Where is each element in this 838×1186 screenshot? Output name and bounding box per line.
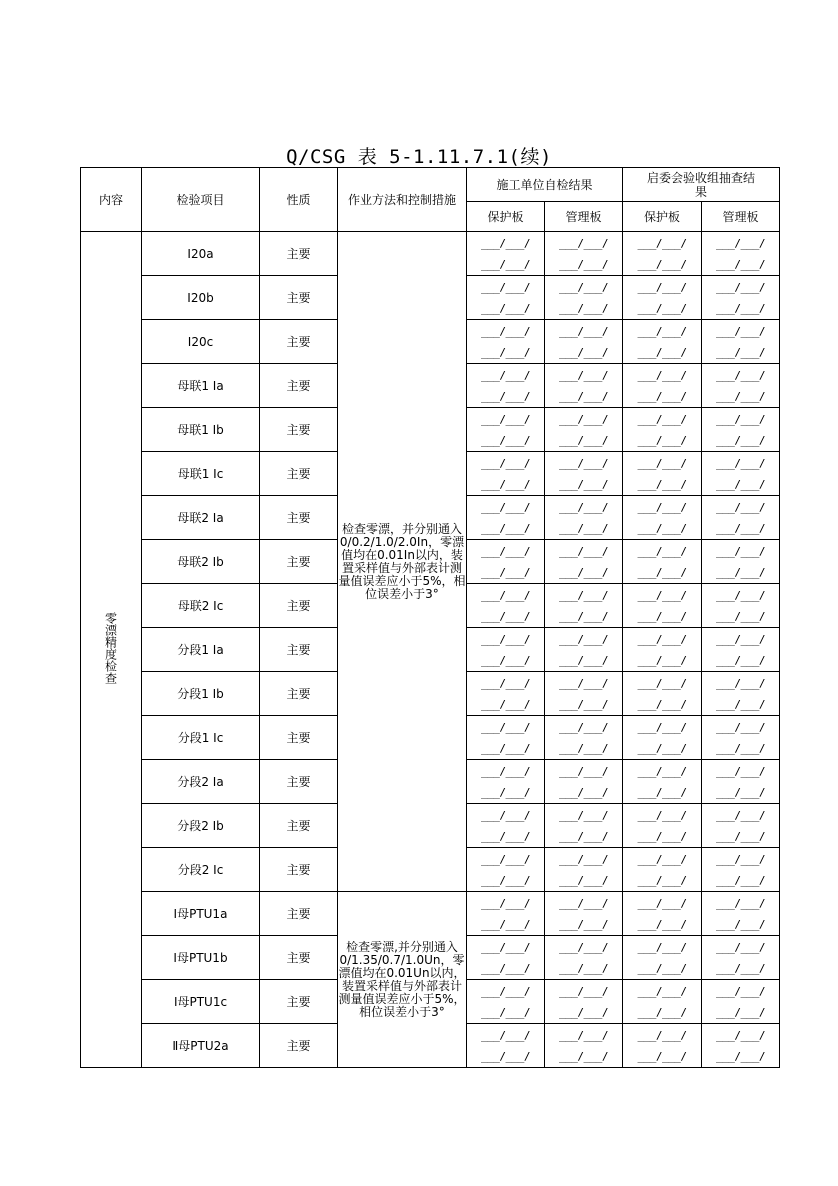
fill-blank: ___/___/ [716,764,766,778]
nature-cell: 主要 [260,276,338,320]
item-cell: 母联1 Ic [142,452,260,496]
fill-blank: ___/___/ [559,1028,608,1042]
fill-blank: ___/___/ [481,829,530,843]
result-self-management[interactable] [545,1024,623,1068]
fill-blank: ___/___/ [716,236,766,250]
nature-cell: 主要 [260,496,338,540]
result-spot-management[interactable] [702,804,780,848]
fill-blank: ___/___/ [716,896,766,910]
fill-blank: ___/___/ [716,368,766,382]
fill-blank: ___/___/ [481,544,530,558]
fill-blank: ___/___/ [559,653,608,667]
result-spot-protection[interactable] [623,408,702,452]
fill-blank: ___/___/ [637,961,687,975]
nature-cell: 主要 [260,892,338,936]
result-self-management[interactable] [545,408,623,452]
fill-blank: ___/___/ [716,741,766,755]
header-item: 检验项目 [142,168,260,232]
fill-blank: ___/___/ [637,917,687,931]
fill-blank: ___/___/ [716,697,766,711]
fill-blank: ___/___/ [481,389,530,403]
result-spot-management[interactable] [702,716,780,760]
fill-blank: ___/___/ [716,280,766,294]
item-cell: I20a [142,232,260,276]
document-title: Q/CSG 表 5-1.11.7.1(续) [286,146,552,168]
fill-blank: ___/___/ [559,412,608,426]
result-self-management[interactable] [545,936,623,980]
fill-blank: ___/___/ [481,456,530,470]
result-self-protection[interactable] [467,848,545,892]
fill-blank: ___/___/ [637,324,687,338]
fill-blank: ___/___/ [637,521,687,535]
fill-blank: ___/___/ [716,500,766,514]
result-self-protection[interactable] [467,804,545,848]
fill-blank: ___/___/ [481,565,530,579]
result-spot-management[interactable] [702,848,780,892]
nature-cell: 主要 [260,232,338,276]
fill-blank: ___/___/ [559,236,608,250]
fill-blank: ___/___/ [716,1049,766,1063]
fill-blank: ___/___/ [481,521,530,535]
fill-blank: ___/___/ [481,609,530,623]
fill-blank: ___/___/ [481,588,530,602]
fill-blank: ___/___/ [637,984,687,998]
table-row [81,892,780,936]
result-self-management[interactable] [545,980,623,1024]
result-spot-protection[interactable] [623,804,702,848]
result-spot-management[interactable] [702,364,780,408]
result-self-management[interactable] [545,540,623,584]
result-self-protection[interactable] [467,408,545,452]
header-spot-check: 启委会验收组抽查结果 [623,168,780,202]
result-spot-management[interactable] [702,408,780,452]
fill-blank: ___/___/ [637,301,687,315]
result-spot-protection[interactable] [623,584,702,628]
result-spot-protection[interactable] [623,936,702,980]
fill-blank: ___/___/ [559,609,608,623]
result-self-protection[interactable] [467,540,545,584]
fill-blank: ___/___/ [559,896,608,910]
fill-blank: ___/___/ [716,588,766,602]
fill-blank: ___/___/ [559,477,608,491]
nature-cell: 主要 [260,672,338,716]
fill-blank: ___/___/ [559,280,608,294]
item-cell: I20b [142,276,260,320]
fill-blank: ___/___/ [637,345,687,359]
fill-blank: ___/___/ [716,433,766,447]
nature-cell: 主要 [260,848,338,892]
result-self-protection[interactable] [467,364,545,408]
item-cell: Ⅰ母PTU1a [142,892,260,936]
fill-blank: ___/___/ [637,368,687,382]
result-spot-management[interactable] [702,760,780,804]
fill-blank: ___/___/ [481,345,530,359]
nature-cell: 主要 [260,320,338,364]
result-self-management[interactable] [545,760,623,804]
fill-blank: ___/___/ [637,433,687,447]
result-spot-protection[interactable] [623,760,702,804]
fill-blank: ___/___/ [637,741,687,755]
result-spot-management[interactable] [702,276,780,320]
fill-blank: ___/___/ [637,477,687,491]
fill-blank: ___/___/ [716,521,766,535]
result-spot-protection[interactable] [623,232,702,276]
fill-blank: ___/___/ [637,544,687,558]
fill-blank: ___/___/ [559,852,608,866]
fill-blank: ___/___/ [716,544,766,558]
item-cell: I20c [142,320,260,364]
method-cell: 检查零漂，并分别通入0/0.2/1.0/2.0In，零漂值均在0.01In以内，装置采样值与外部表计测量值误差应小于5%，相位误差小于3° [338,232,467,892]
fill-blank: ___/___/ [481,873,530,887]
fill-blank: ___/___/ [481,324,530,338]
result-spot-management[interactable] [702,540,780,584]
nature-cell: 主要 [260,936,338,980]
fill-blank: ___/___/ [716,345,766,359]
fill-blank: ___/___/ [481,1028,530,1042]
result-self-protection[interactable] [467,628,545,672]
result-self-protection[interactable] [467,716,545,760]
table-body [81,232,780,1068]
fill-blank: ___/___/ [559,697,608,711]
nature-cell: 主要 [260,716,338,760]
nature-cell: 主要 [260,760,338,804]
fill-blank: ___/___/ [637,1028,687,1042]
fill-blank: ___/___/ [716,984,766,998]
fill-blank: ___/___/ [481,764,530,778]
fill-blank: ___/___/ [637,389,687,403]
fill-blank: ___/___/ [481,697,530,711]
fill-blank: ___/___/ [559,676,608,690]
result-spot-management[interactable] [702,980,780,1024]
nature-cell: 主要 [260,408,338,452]
fill-blank: ___/___/ [637,609,687,623]
result-spot-management[interactable] [702,628,780,672]
fill-blank: ___/___/ [559,544,608,558]
fill-blank: ___/___/ [637,764,687,778]
item-cell: 分段1 Ia [142,628,260,672]
result-spot-management[interactable] [702,672,780,716]
fill-blank: ___/___/ [716,808,766,822]
fill-blank: ___/___/ [716,653,766,667]
item-cell: Ⅰ母PTU1c [142,980,260,1024]
fill-blank: ___/___/ [559,984,608,998]
fill-blank: ___/___/ [559,808,608,822]
fill-blank: ___/___/ [637,785,687,799]
fill-blank: ___/___/ [481,808,530,822]
fill-blank: ___/___/ [481,852,530,866]
result-spot-management[interactable] [702,936,780,980]
fill-blank: ___/___/ [716,1028,766,1042]
fill-blank: ___/___/ [559,389,608,403]
result-self-management[interactable] [545,628,623,672]
fill-blank: ___/___/ [637,720,687,734]
item-cell: 分段2 Ia [142,760,260,804]
fill-blank: ___/___/ [559,741,608,755]
fill-blank: ___/___/ [481,632,530,646]
fill-blank: ___/___/ [559,940,608,954]
item-cell: 母联2 Ib [142,540,260,584]
result-spot-management[interactable] [702,496,780,540]
result-self-protection[interactable] [467,496,545,540]
item-cell: Ⅱ母PTU2a [142,1024,260,1068]
result-self-management[interactable] [545,892,623,936]
fill-blank: ___/___/ [481,1005,530,1019]
fill-blank: ___/___/ [716,301,766,315]
fill-blank: ___/___/ [716,609,766,623]
fill-blank: ___/___/ [481,653,530,667]
fill-blank: ___/___/ [559,257,608,271]
result-self-protection[interactable] [467,452,545,496]
fill-blank: ___/___/ [637,896,687,910]
fill-blank: ___/___/ [481,236,530,250]
result-self-management[interactable] [545,232,623,276]
result-self-management[interactable] [545,320,623,364]
fill-blank: ___/___/ [559,632,608,646]
fill-blank: ___/___/ [637,1049,687,1063]
result-spot-protection[interactable] [623,364,702,408]
item-cell: 母联2 Ia [142,496,260,540]
fill-blank: ___/___/ [481,368,530,382]
result-self-management[interactable] [545,452,623,496]
result-spot-management[interactable] [702,452,780,496]
result-self-protection[interactable] [467,584,545,628]
fill-blank: ___/___/ [637,676,687,690]
fill-blank: ___/___/ [481,940,530,954]
fill-blank: ___/___/ [481,961,530,975]
fill-blank: ___/___/ [481,984,530,998]
header-spot-protection: 保护板 [623,202,702,232]
content-cell [81,232,142,1068]
nature-cell: 主要 [260,628,338,672]
result-self-management[interactable] [545,848,623,892]
fill-blank: ___/___/ [559,829,608,843]
fill-blank: ___/___/ [481,257,530,271]
fill-blank: ___/___/ [637,1005,687,1019]
result-self-protection[interactable] [467,672,545,716]
table-row [81,232,780,276]
fill-blank: ___/___/ [481,1049,530,1063]
fill-blank: ___/___/ [481,785,530,799]
fill-blank: ___/___/ [716,1005,766,1019]
fill-blank: ___/___/ [637,500,687,514]
nature-cell: 主要 [260,364,338,408]
fill-blank: ___/___/ [559,500,608,514]
nature-cell: 主要 [260,804,338,848]
fill-blank: ___/___/ [637,852,687,866]
result-spot-management[interactable] [702,320,780,364]
result-self-management[interactable] [545,496,623,540]
fill-blank: ___/___/ [559,324,608,338]
content-label: 零漂精度检查 [103,612,118,684]
fill-blank: ___/___/ [559,301,608,315]
fill-blank: ___/___/ [716,257,766,271]
nature-cell: 主要 [260,540,338,584]
fill-blank: ___/___/ [481,301,530,315]
fill-blank: ___/___/ [559,565,608,579]
method-cell: 检查零漂,并分别通入0/1.35/0.7/1.0Un，零漂值均在0.01Un以内，装置采样值与外部表计测量值误差应小于5%，相位误差小于3° [338,892,467,1068]
fill-blank: ___/___/ [637,632,687,646]
nature-cell: 主要 [260,1024,338,1068]
fill-blank: ___/___/ [637,565,687,579]
fill-blank: ___/___/ [716,632,766,646]
fill-blank: ___/___/ [559,521,608,535]
fill-blank: ___/___/ [637,456,687,470]
fill-blank: ___/___/ [637,873,687,887]
item-cell: 分段2 Ib [142,804,260,848]
fill-blank: ___/___/ [481,500,530,514]
fill-blank: ___/___/ [637,653,687,667]
fill-blank: ___/___/ [481,412,530,426]
result-self-protection[interactable] [467,320,545,364]
fill-blank: ___/___/ [716,720,766,734]
fill-blank: ___/___/ [716,456,766,470]
fill-blank: ___/___/ [559,433,608,447]
fill-blank: ___/___/ [481,676,530,690]
result-spot-management[interactable] [702,584,780,628]
item-cell: 母联1 Ia [142,364,260,408]
fill-blank: ___/___/ [481,280,530,294]
fill-blank: ___/___/ [481,433,530,447]
fill-blank: ___/___/ [716,873,766,887]
result-self-protection[interactable] [467,276,545,320]
fill-blank: ___/___/ [559,1049,608,1063]
fill-blank: ___/___/ [637,257,687,271]
fill-blank: ___/___/ [559,873,608,887]
fill-blank: ___/___/ [481,477,530,491]
nature-cell: 主要 [260,980,338,1024]
item-cell: 分段2 Ic [142,848,260,892]
result-self-management[interactable] [545,584,623,628]
result-spot-protection[interactable] [623,716,702,760]
result-spot-protection[interactable] [623,540,702,584]
result-spot-protection[interactable] [623,276,702,320]
item-cell: 分段1 Ib [142,672,260,716]
nature-cell: 主要 [260,452,338,496]
fill-blank: ___/___/ [559,785,608,799]
result-spot-protection[interactable] [623,892,702,936]
fill-blank: ___/___/ [716,940,766,954]
fill-blank: ___/___/ [481,917,530,931]
result-spot-protection[interactable] [623,496,702,540]
result-self-protection[interactable] [467,232,545,276]
header-spot-management: 管理板 [702,202,780,232]
fill-blank: ___/___/ [637,588,687,602]
result-spot-management[interactable] [702,232,780,276]
fill-blank: ___/___/ [716,324,766,338]
fill-blank: ___/___/ [637,829,687,843]
header-nature: 性质 [260,168,338,232]
item-cell: 母联1 Ib [142,408,260,452]
result-spot-protection[interactable] [623,628,702,672]
fill-blank: ___/___/ [716,852,766,866]
fill-blank: ___/___/ [481,720,530,734]
result-self-management[interactable] [545,716,623,760]
result-spot-protection[interactable] [623,848,702,892]
result-spot-protection[interactable] [623,1024,702,1068]
result-self-protection[interactable] [467,892,545,936]
result-spot-protection[interactable] [623,980,702,1024]
header-method: 作业方法和控制措施 [338,168,467,232]
fill-blank: ___/___/ [559,1005,608,1019]
fill-blank: ___/___/ [716,676,766,690]
fill-blank: ___/___/ [559,368,608,382]
header-self-check: 施工单位自检结果 [467,168,623,202]
fill-blank: ___/___/ [481,896,530,910]
fill-blank: ___/___/ [637,280,687,294]
result-spot-management[interactable] [702,1024,780,1068]
fill-blank: ___/___/ [716,412,766,426]
header-self-protection: 保护板 [467,202,545,232]
nature-cell: 主要 [260,584,338,628]
fill-blank: ___/___/ [637,236,687,250]
fill-blank: ___/___/ [716,565,766,579]
result-self-management[interactable] [545,276,623,320]
fill-blank: ___/___/ [637,412,687,426]
result-self-management[interactable] [545,804,623,848]
fill-blank: ___/___/ [559,961,608,975]
fill-blank: ___/___/ [716,917,766,931]
result-spot-protection[interactable] [623,452,702,496]
result-spot-protection[interactable] [623,672,702,716]
fill-blank: ___/___/ [716,829,766,843]
result-spot-protection[interactable] [623,320,702,364]
result-self-protection[interactable] [467,1024,545,1068]
fill-blank: ___/___/ [559,588,608,602]
inspection-table [80,167,780,1068]
result-self-management[interactable] [545,364,623,408]
result-self-protection[interactable] [467,936,545,980]
fill-blank: ___/___/ [559,720,608,734]
fill-blank: ___/___/ [559,345,608,359]
result-spot-management[interactable] [702,892,780,936]
fill-blank: ___/___/ [559,917,608,931]
fill-blank: ___/___/ [716,961,766,975]
fill-blank: ___/___/ [559,456,608,470]
item-cell: 分段1 Ic [142,716,260,760]
item-cell: Ⅰ母PTU1b [142,936,260,980]
result-self-protection[interactable] [467,760,545,804]
item-cell: 母联2 Ic [142,584,260,628]
fill-blank: ___/___/ [716,389,766,403]
result-self-management[interactable] [545,672,623,716]
fill-blank: ___/___/ [716,785,766,799]
fill-blank: ___/___/ [637,697,687,711]
fill-blank: ___/___/ [559,764,608,778]
fill-blank: ___/___/ [637,940,687,954]
fill-blank: ___/___/ [716,477,766,491]
header-self-management: 管理板 [545,202,623,232]
header-content: 内容 [81,168,142,232]
fill-blank: ___/___/ [637,808,687,822]
fill-blank: ___/___/ [481,741,530,755]
result-self-protection[interactable] [467,980,545,1024]
